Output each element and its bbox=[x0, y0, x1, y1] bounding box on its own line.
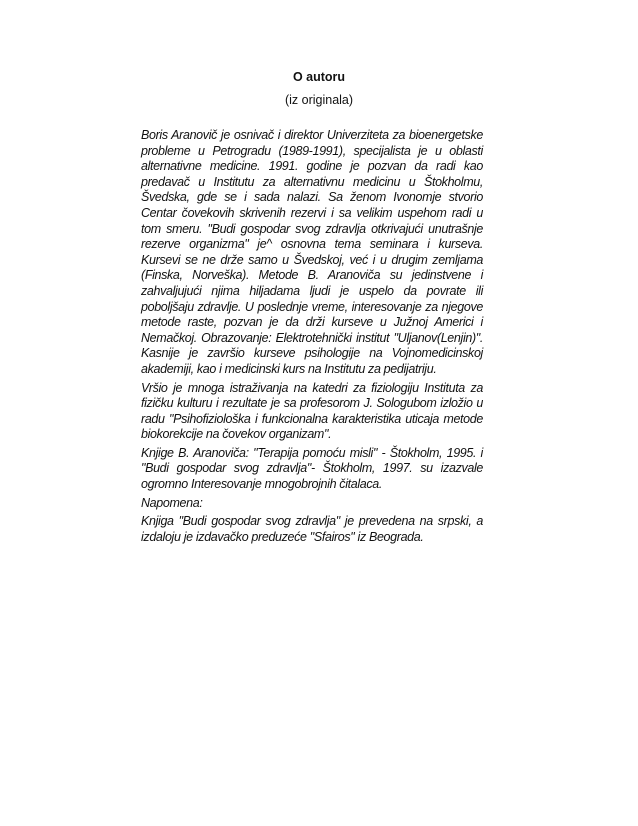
paragraph-note: Knjiga "Budi gospodar svog zdravlja" je prevedena na srpski, a izdaloju je izdavačko preduzeće "Sfairos" iz Beograda. bbox=[141, 514, 483, 544]
author-biography bbox=[141, 128, 483, 545]
page-subtitle: (iz originala) bbox=[284, 93, 354, 107]
note-label: Napomena: bbox=[141, 495, 203, 510]
page-title: O autoru bbox=[292, 70, 346, 84]
paragraph-biography: Boris Aranovič je osnivač i direktor Univerziteta za bioenergetske probleme u Petrogradu (1989-1991), specijalista je u oblasti alternativne medicine. 1991. godine je pozvan da radi kao predavač u Institutu za alternativnu medicinu u Štokholmu, Švedska, gde se i sada nalazi. Sa ženom Ivonomje stvorio Centar čovekovih skrivenih rezervi i sa velikim uspehom radi u tom smeru. "Budi gospodar svog zdravlja otkrivajući unutrašnje rezerve organizma" je^ osnovna tema seminara i kurseva. Kursevi se ne drže samo u Švedskoj, već i u drugim zemljama (Finska, Norveška). Metode B. Aranoviča su jedinstvene i zahvaljujući njima hiljadama ljudi je uspelo da povrate ili poboljšaju zdravlje. U poslednje vreme, interesovanje za njegove metode raste, pozvan je da drži kurseve u Južnoj Americi i Nemačkoj. Obrazovanje: Elektrotehnički institut "Uljanov(Lenjin)". Kasnije je završio kurseve psihologije na Vojnomedicinskoj akademiji, kao i medicinski kurs na Institutu za pedijatriju. bbox=[141, 128, 483, 376]
paragraph-research: Vršio je mnoga istraživanja na katedri za fiziologiju Instituta za fizičku kulturu i rezultate je sa profesorom J. Sologubom izložio u radu "Psihofiziološka i funkcionalna karakteristika uticaja metode biokorekcije na čovekov organizam". bbox=[141, 380, 483, 442]
paragraph-books: Knjige B. Aranoviča: "Terapija pomoću misli" - Štokholm, 1995. i "Budi gospodar svog zdravlja"- Štokholm, 1997. su izazvale ogromno Interesovanje mnogobrojnih čitalaca. bbox=[141, 445, 483, 492]
